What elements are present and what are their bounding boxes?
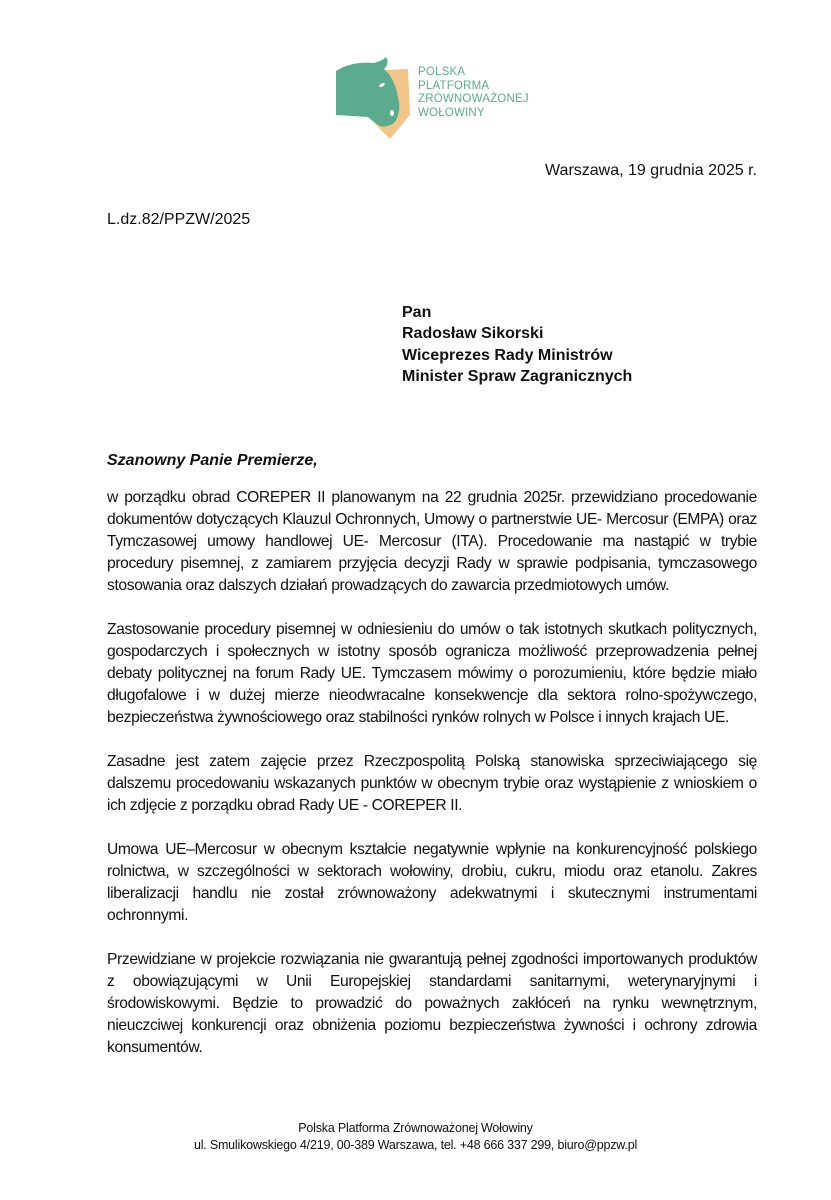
body-paragraph: Przewidziane w projekcie rozwiązania nie gwarantują pełnej zgodności importowanych produktów z obowiązującymi w Unii Europejskiej standardami sanitarnymi, weterynaryjnymi i środowiskowymi. Będzie to prowadzić do poważnych zakłóceń na rynku wewnętrznym, nieuczciwej konkurencji oraz obniżenia poziomu bezpieczeństwa żywności i ochrony zdrowia konsumentów. [107,951,757,1056]
bull-head-icon [334,57,418,141]
footer-contact: ul. Smulikowskiego 4/219, 00-389 Warszawa, tel. +48 666 337 299, biuro@ppzw.pl [193,1138,638,1152]
letter-body [107,487,757,1081]
logo-line: PLATFORMA [418,79,490,92]
logo-line: POLSKA [418,66,466,78]
body-paragraph: Umowa UE–Mercosur w obecnym kształcie negatywnie wpłynie na konkurencyjność polskiego rolnictwa, w szczególności w sektorach wołowiny, drobiu, cukru, miodu oraz etanolu. Zakres liberalizacji handlu nie został zrównoważony adekwatnymi i skutecznymi instrumentami ochronnymi. [107,841,757,924]
salutation: Szanowny Panie Premierze, [107,452,318,469]
footer-organization: Polska Platforma Zrównoważonej Wołowiny [298,1121,533,1135]
reference-number: L.dz.82/PPZW/2025 [107,211,251,228]
recipient-line: Pan [402,304,432,321]
letter-footer [0,1120,831,1154]
recipient-line: Wiceprezes Rady Ministrów [402,346,613,364]
letter-date: Warszawa, 19 grudnia 2025 r. [545,162,757,179]
body-paragraph: Zastosowanie procedury pisemnej w odniesieniu do umów o tak istotnych skutkach politycznych, gospodarczych i społecznych w istotny sposób ogranicza możliwość przeprowadzenia pełnej debaty politycznej na forum Rady UE. Tymczasem mówimy o porozumieniu, które będzie miało długofalowe i w dużej mierze nieodwracalne konsekwencje dla sektora rolno-spożywczego, bezpieczeństwa żywnościowego oraz stabilności rynków rolnych w Polsce i innych krajach UE. [107,621,757,726]
recipient-block [402,302,632,387]
logo-line: ZRÓWNOWAŻONEJ [418,93,529,105]
logo-wordmark [418,66,529,120]
body-paragraph: Zasadne jest zatem zajęcie przez Rzeczpospolitą Polską stanowiska sprzeciwiającego się dalszemu procedowaniu wskazanych punktów w obecnym trybie oraz wystąpienie z wnioskiem o ich zdjęcie z porządku obrad Rady UE - COREPER II. [107,753,757,814]
logo-line: WOŁOWINY [418,106,485,119]
recipient-line: Radosław Sikorski [402,325,544,343]
body-paragraph: w porządku obrad COREPER II planowanym na 22 grudnia 2025r. przewidziano procedowanie dokumentów dotyczących Klauzul Ochronnych, Umowy o partnerstwie UE- Mercosur (EMPA) oraz Tymczasowej umowy handlowej UE- Mercosur (ITA). Procedowanie ma nastąpić w trybie procedury pisemnej, z zamiarem przyjęcia decyzji Rady w sprawie podpisania, tymczasowego stosowania oraz dalszych działań prowadzących do zawarcia przedmiotowych umów. [107,489,757,594]
organization-logo [334,57,544,141]
recipient-line: Minister Spraw Zagranicznych [402,367,633,385]
